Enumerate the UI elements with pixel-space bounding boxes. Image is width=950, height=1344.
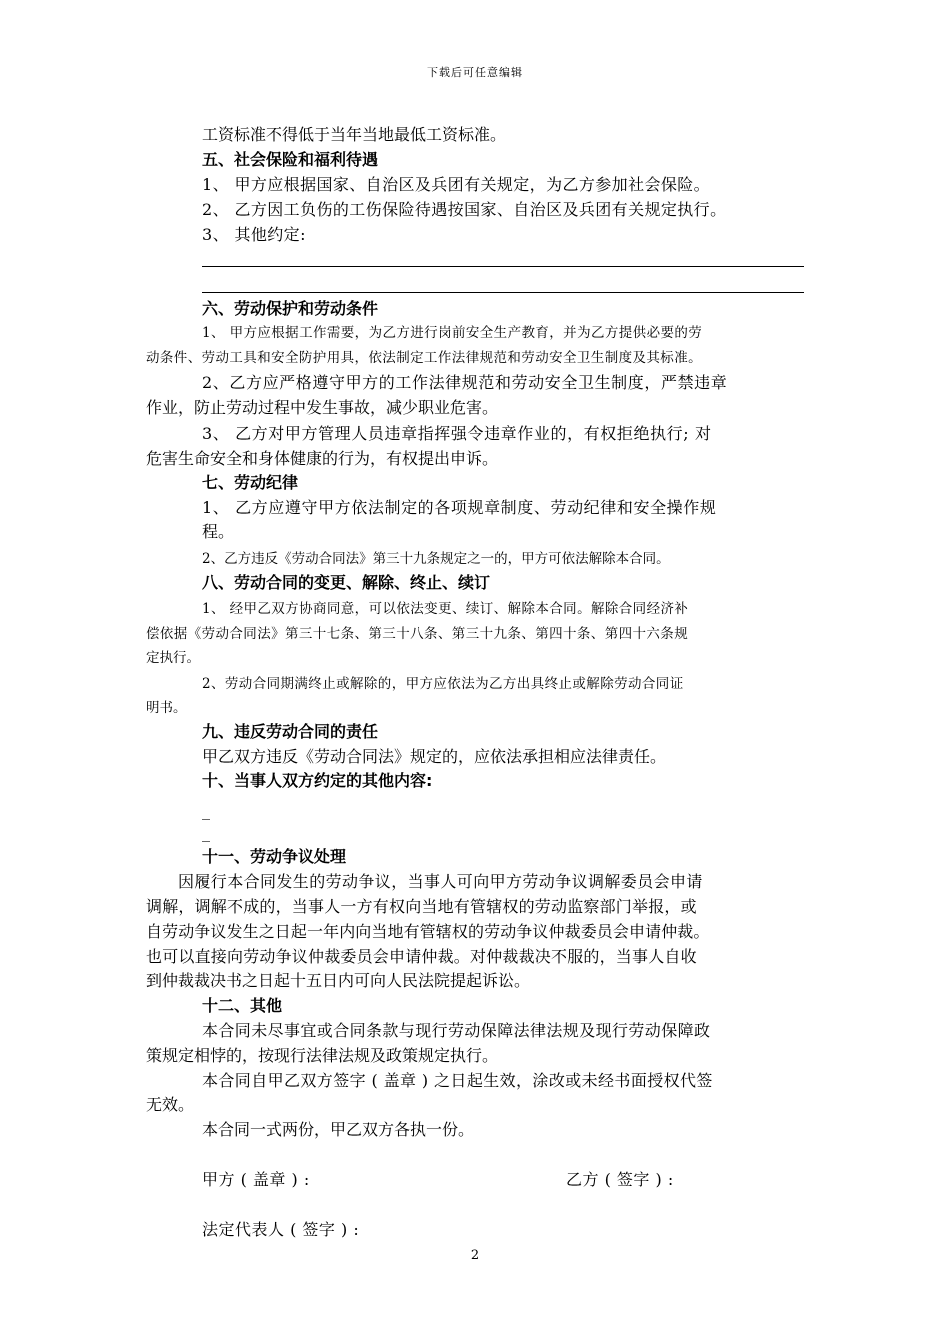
signature-legal-rep: 法定代表人 ( 签字 ) : bbox=[202, 1220, 360, 1239]
body-line: 也可以直接向劳动争议仲裁委员会申请仲裁。对仲裁裁决不服的，当事人自收 bbox=[146, 947, 697, 966]
body-line: 作业，防止劳动过程中发生事故，减少职业危害。 bbox=[146, 398, 499, 417]
body-line: 本合同未尽事宜或合同条款与现行劳动保障法律法规及现行劳动保障政 bbox=[202, 1021, 711, 1040]
section-heading-9: 九、违反劳动合同的责任 bbox=[202, 722, 379, 741]
blank-underscore: _ bbox=[202, 823, 210, 842]
body-line: 策规定相悖的，按现行法律法规及政策规定执行。 bbox=[146, 1046, 499, 1065]
body-line: 1、 乙方应遵守甲方依法制定的各项规章制度、劳动纪律和安全操作规 bbox=[202, 498, 717, 517]
section-heading-7: 七、劳动纪律 bbox=[202, 473, 299, 492]
body-line: 动条件、劳动工具和安全防护用具，依法制定工作法律规范和劳动安全卫生制度及其标准。 bbox=[146, 350, 702, 366]
blank-underscore: _ bbox=[202, 801, 210, 820]
page-number: 2 bbox=[470, 1248, 480, 1263]
body-line: 调解，调解不成的，当事人一方有权向当地有管辖权的劳动监察部门举报，或 bbox=[146, 897, 697, 916]
body-line: 到仲裁裁决书之日起十五日内可向人民法院提起诉讼。 bbox=[146, 971, 531, 990]
body-line: 本合同一式两份，甲乙双方各执一份。 bbox=[202, 1120, 475, 1139]
page-header: 下载后可任意编辑 bbox=[427, 66, 523, 79]
section-heading-6: 六、劳动保护和劳动条件 bbox=[202, 299, 379, 318]
body-line: 定执行。 bbox=[146, 650, 200, 666]
body-line: 工资标准不得低于当年当地最低工资标准。 bbox=[202, 125, 507, 144]
fill-in-line bbox=[202, 292, 804, 293]
body-line: 1、 经甲乙双方协商同意，可以依法变更、续订、解除本合同。解除合同经济补 bbox=[202, 601, 689, 617]
body-line: 1、 甲方应根据工作需要，为乙方进行岗前安全生产教育，并为乙方提供必要的劳 bbox=[202, 325, 703, 341]
body-line: 本合同自甲乙双方签字 ( 盖章 ) 之日起生效，涂改或未经书面授权代签 bbox=[202, 1071, 713, 1090]
body-line: 3、 乙方对甲方管理人员违章指挥强令违章作业的，有权拒绝执行; 对 bbox=[202, 424, 712, 443]
body-line: 1、 甲方应根据国家、自治区及兵团有关规定，为乙方参加社会保险。 bbox=[202, 175, 711, 194]
fill-in-line bbox=[202, 266, 804, 267]
section-heading-5: 五、社会保险和福利待遇 bbox=[202, 150, 379, 169]
body-line: 因履行本合同发生的劳动争议，当事人可向甲方劳动争议调解委员会申请 bbox=[178, 872, 703, 891]
body-line: 2、 乙方因工负伤的工伤保险待遇按国家、自治区及兵团有关规定执行。 bbox=[202, 200, 727, 219]
section-heading-10: 十、当事人双方约定的其他内容: bbox=[202, 771, 433, 790]
body-line: 危害生命安全和身体健康的行为，有权提出申诉。 bbox=[146, 449, 499, 468]
section-heading-11: 十一、劳动争议处理 bbox=[202, 847, 347, 866]
signature-party-a: 甲方 ( 盖章 ) : bbox=[202, 1170, 310, 1189]
body-line: 无效。 bbox=[146, 1095, 195, 1114]
body-line: 3、 其他约定: bbox=[202, 225, 306, 244]
body-line: 明书。 bbox=[146, 700, 187, 716]
body-line: 甲乙双方违反《劳动合同法》规定的，应依法承担相应法律责任。 bbox=[202, 747, 667, 766]
body-line: 程。 bbox=[202, 522, 235, 541]
body-line: 2、乙方应严格遵守甲方的工作法律规范和劳动安全卫生制度，严禁违章 bbox=[202, 373, 728, 392]
section-heading-12: 十二、其他 bbox=[202, 996, 283, 1015]
signature-party-b: 乙方 ( 签字 ) : bbox=[566, 1170, 674, 1189]
section-heading-8: 八、劳动合同的变更、解除、终止、续订 bbox=[202, 573, 491, 592]
body-line: 偿依据《劳动合同法》第三十七条、第三十八条、第三十九条、第四十条、第四十六条规 bbox=[146, 626, 689, 642]
body-line: 2、劳动合同期满终止或解除的，甲方应依法为乙方出具终止或解除劳动合同证 bbox=[202, 676, 684, 692]
body-line: 自劳动争议发生之日起一年内向当地有管辖权的劳动争议仲裁委员会申请仲裁。 bbox=[146, 922, 710, 941]
body-line: 2、乙方违反《劳动合同法》第三十九条规定之一的，甲方可依法解除本合同。 bbox=[202, 551, 670, 567]
